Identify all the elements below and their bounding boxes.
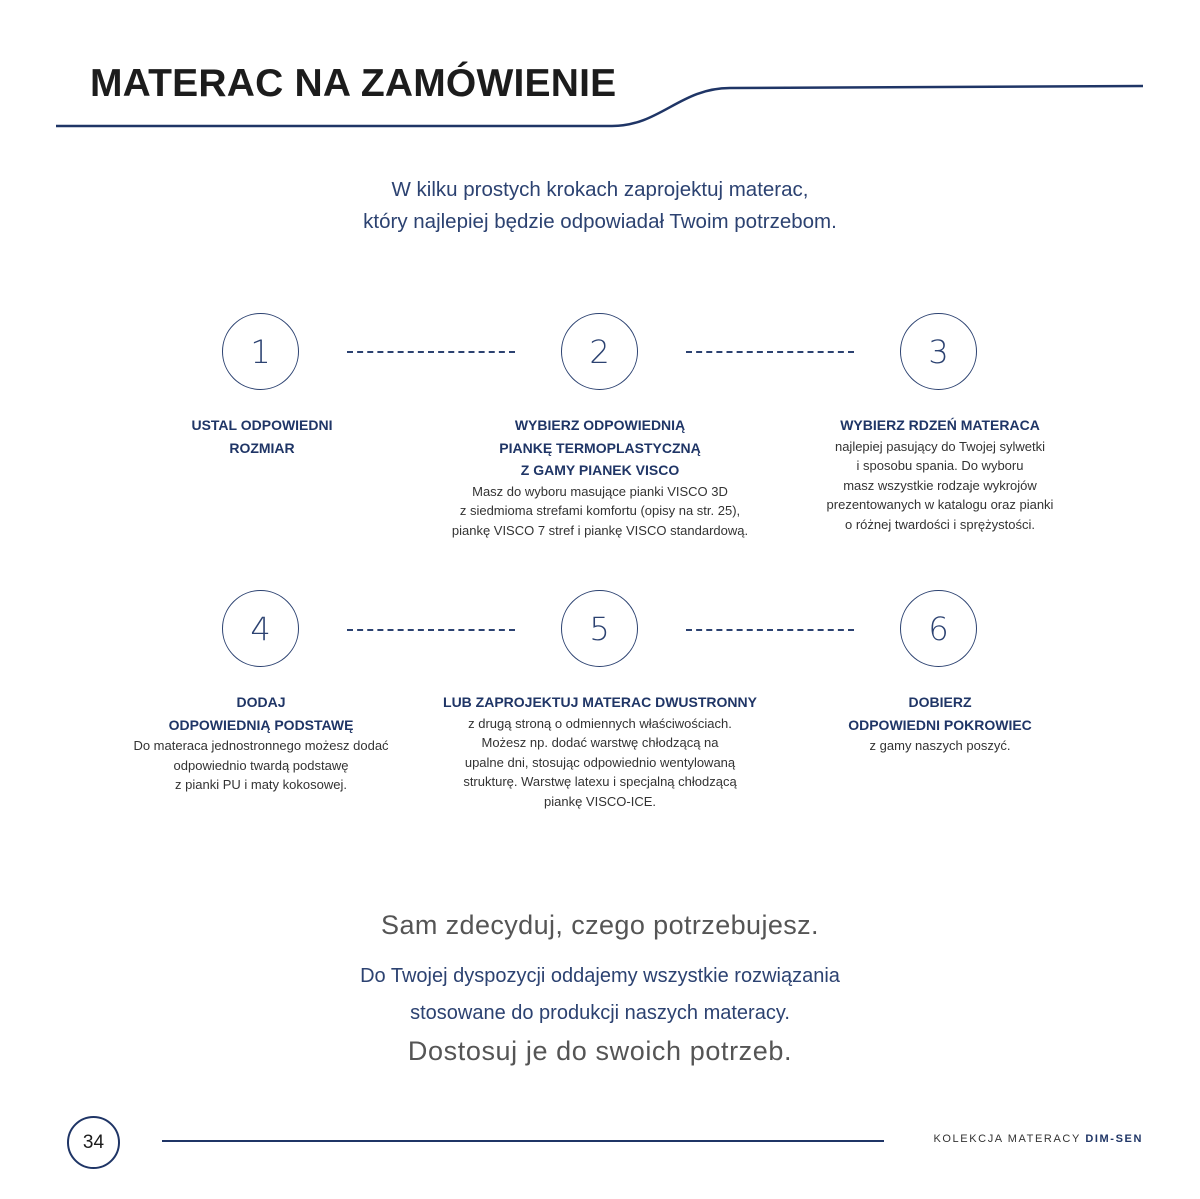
- step-5-description: z drugą stroną o odmiennych właściwościach. Możesz np. dodać warstwę chłodzącą na upalne dni, stosując odpowiednio wentylowaną strukturę. Warstwę latexu i specjalną chłodzącą piankę VISCO-ICE.: [463, 715, 737, 809]
- footer-brand-name: DIM-SEN: [1085, 1133, 1143, 1145]
- intro-line-1: W kilku prostych krokach zaprojektuj materac,: [391, 178, 809, 201]
- step-2-title: WYBIERZ ODPOWIEDNIĄ PIANKĘ TERMOPLASTYCZNĄ Z GAMY PIANEK VISCO: [499, 417, 701, 478]
- page-number: 34: [67, 1116, 120, 1169]
- step-connector-2-3: [686, 351, 854, 353]
- closing-line-1: Sam zdecyduj, czego potrzebujesz.: [381, 910, 819, 940]
- step-5: [420, 691, 780, 811]
- step-1-number: 1: [222, 313, 299, 390]
- closing-line-3: Dostosuj je do swoich potrzeb.: [407, 1036, 793, 1066]
- step-2-description: Masz do wyboru masujące pianki VISCO 3D z siedmioma strefami komfortu (opisy na str. 25), piankę VISCO 7 stref i piankę VISCO standardową.: [451, 483, 749, 538]
- step-4: [100, 691, 422, 795]
- step-3-title: WYBIERZ RDZEŃ MATERACA: [840, 417, 1040, 433]
- step-connector-5-6: [686, 629, 854, 631]
- step-6: [790, 691, 1090, 756]
- step-5-title: LUB ZAPROJEKTUJ MATERAC DWUSTRONNY: [443, 694, 757, 710]
- step-2-number: 2: [561, 313, 638, 390]
- step-6-title: DOBIERZ ODPOWIEDNI POKROWIEC: [848, 694, 1032, 733]
- intro-line-2: który najlepiej będzie odpowiadał Twoim potrzebom.: [363, 210, 837, 233]
- step-3-number: 3: [900, 313, 977, 390]
- step-6-number: 6: [900, 590, 977, 667]
- step-3: [790, 414, 1090, 534]
- step-2: [420, 414, 780, 540]
- step-5-number: 5: [561, 590, 638, 667]
- footer-brand-prefix: KOLEKCJA MATERACY: [933, 1133, 1081, 1145]
- step-4-number: 4: [222, 590, 299, 667]
- step-1: [120, 414, 404, 459]
- footer-divider: [162, 1140, 884, 1142]
- step-connector-1-2: [347, 351, 515, 353]
- page-title: MATERAC NA ZAMÓWIENIE: [90, 62, 617, 105]
- closing-line-2: Do Twojej dyspozycji oddajemy wszystkie rozwiązania stosowane do produkcji naszych materacy.: [360, 965, 840, 1024]
- footer-brand: [900, 1133, 1143, 1145]
- step-connector-4-5: [347, 629, 515, 631]
- step-4-title: DODAJ ODPOWIEDNIĄ PODSTAWĘ: [168, 694, 354, 733]
- step-3-description: najlepiej pasujący do Twojej sylwetki i sposobu spania. Do wyboru masz wszystkie rodzaje wykrojów prezentowanych w katalogu oraz pianki o różnej twardości i sprężystości.: [826, 438, 1054, 532]
- step-4-description: Do materaca jednostronnego możesz dodać odpowiednio twardą podstawę z pianki PU i maty kokosowej.: [133, 738, 389, 792]
- step-1-title: USTAL ODPOWIEDNI ROZMIAR: [191, 417, 333, 456]
- step-6-description: z gamy naszych poszyć.: [869, 738, 1011, 753]
